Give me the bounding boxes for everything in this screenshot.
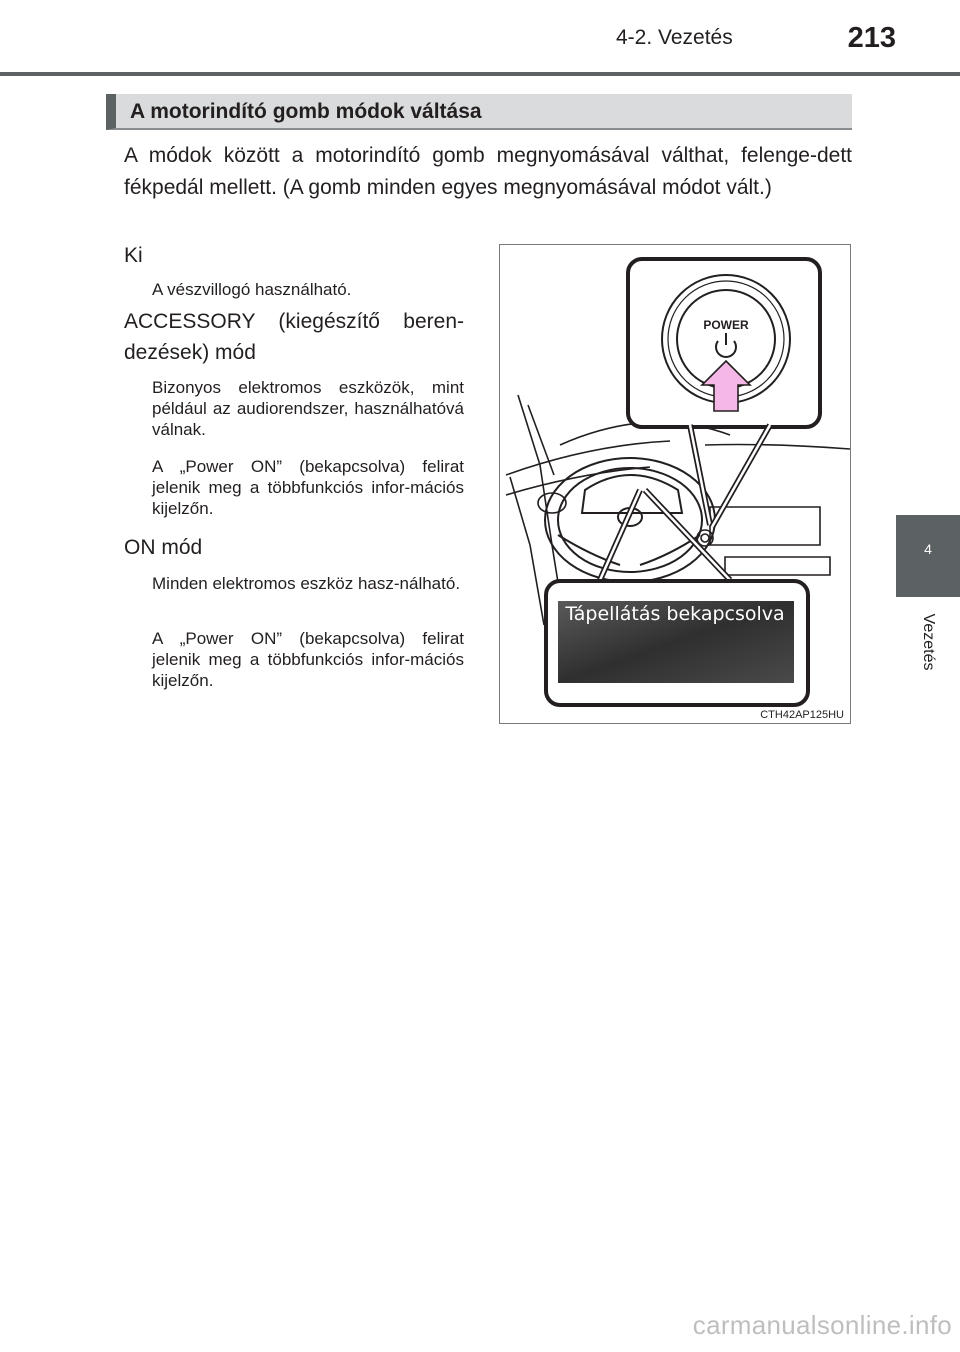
mode-on-description-2: A „Power ON” (bekapcsolva) felirat jelenik meg a többfunkciós infor-mációs kijelzőn. bbox=[152, 629, 464, 690]
power-button-label: POWER bbox=[703, 318, 749, 332]
header-rule bbox=[0, 72, 960, 76]
power-button-figure bbox=[499, 244, 851, 724]
mode-accessory-description-2: A „Power ON” (bekapcsolva) felirat jelenik meg a többfunkciós infor-mációs kijelzőn. bbox=[152, 457, 464, 518]
section-heading bbox=[106, 94, 852, 130]
steering-wheel bbox=[545, 458, 715, 582]
mode-off-description: A vészvillogó használható. bbox=[152, 280, 352, 299]
power-button-callout bbox=[628, 259, 820, 527]
chapter-tab bbox=[896, 515, 960, 597]
header-section-label: 4-2. Vezetés bbox=[616, 26, 733, 49]
intro-paragraph: A módok között a motorindító gomb megnyomásával válthat, felenge-dett fékpedál mellett. (A gomb minden egyes megnyomásával módot vált.) bbox=[124, 144, 852, 199]
section-heading-text: A motorindító gomb módok váltása bbox=[130, 100, 482, 123]
figure-code: CTH42AP125HU bbox=[760, 709, 844, 721]
watermark: carmanualsonline.info bbox=[692, 1310, 952, 1340]
mode-title-accessory: ACCESSORY (kiegészítő beren-dezések) mód bbox=[124, 310, 464, 364]
page-number: 213 bbox=[847, 22, 896, 54]
display-callout bbox=[546, 490, 808, 705]
mode-accessory-description-1: Bizonyos elektromos eszközök, mint például az audiorendszer, használhatóvá válnak. bbox=[152, 378, 464, 439]
dashboard-illustration bbox=[500, 245, 852, 725]
mode-on-description-1: Minden elektromos eszköz hasz-nálható. bbox=[152, 574, 461, 593]
mode-title-on: ON mód bbox=[124, 536, 203, 559]
display-message: Tápellátás bekapcsolva bbox=[565, 603, 785, 625]
chapter-tab-number: 4 bbox=[924, 541, 932, 557]
chapter-tab-label: Vezetés bbox=[920, 613, 937, 671]
mode-title-off: Ki bbox=[124, 244, 143, 267]
